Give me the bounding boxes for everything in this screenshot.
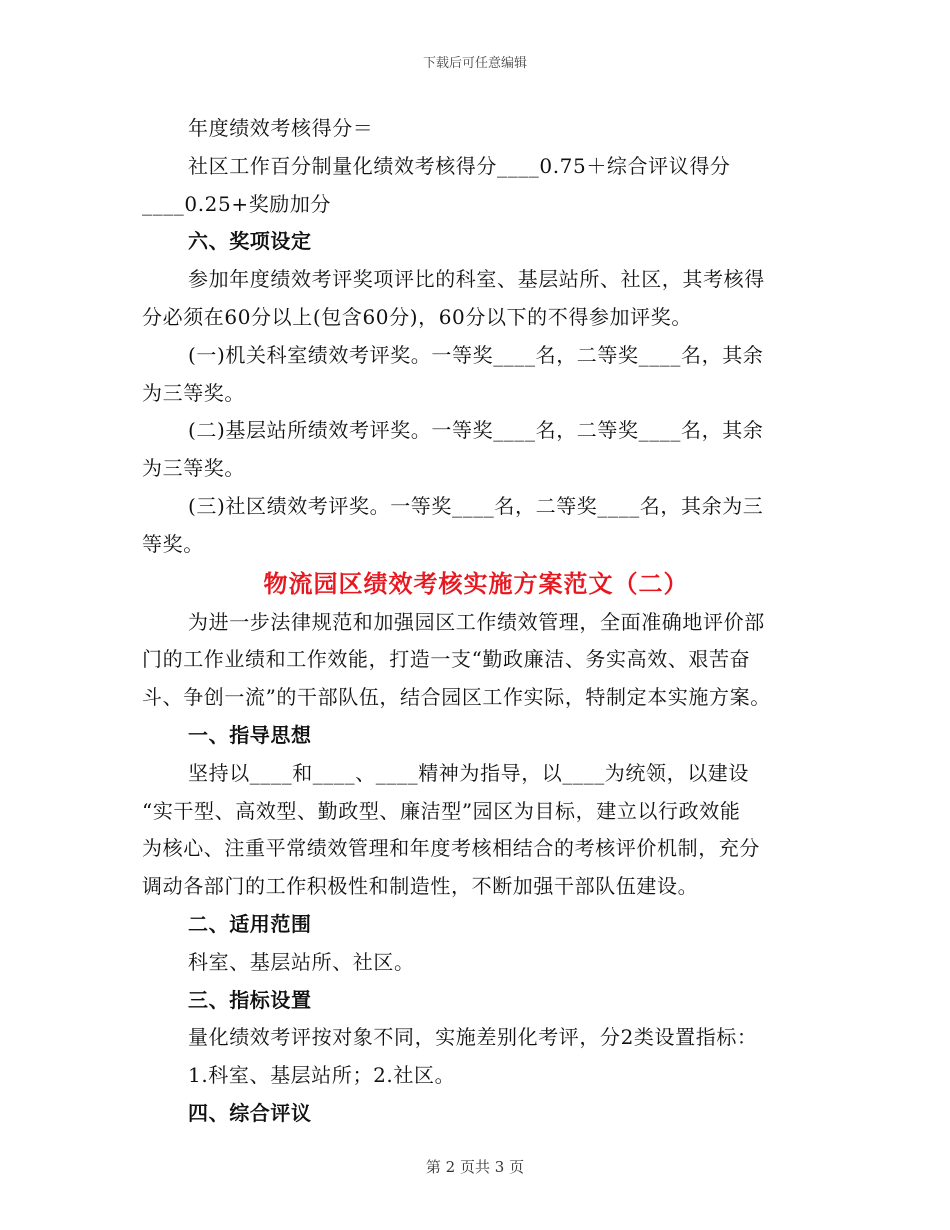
paragraph-line: (三)社区绩效考评奖。一等奖____名，二等奖____名，其余为三 [188, 493, 764, 518]
paragraph-line: 调动各部门的工作积极性和制造性，不断加强干部队伍建设。 [142, 874, 699, 899]
section-heading: 二、适用范围 [188, 911, 312, 936]
paragraph-line: (二)基层站所绩效考评奖。一等奖____名，二等奖____名，其余 [188, 418, 764, 443]
paragraph-line: 斗、争创一流”的干部队伍，结合园区工作实际，特制定本实施方案。 [142, 685, 771, 710]
paragraph-line: 1.科室、基层站所；2.社区。 [188, 1063, 456, 1088]
paragraph-line: 社区工作百分制量化绩效考核得分____0.75＋综合评议得分 [188, 153, 731, 178]
paragraph-line: 科室、基层站所、社区。 [188, 949, 415, 974]
paragraph-line: 为三等奖。 [142, 456, 245, 481]
paragraph-line: 参加年度绩效考评奖项评比的科室、基层站所、社区，其考核得 [188, 267, 765, 292]
paragraph-line: 分必须在60分以上(包含60分)，60分以下的不得参加评奖。 [142, 304, 692, 329]
paragraph-line: 量化绩效考评按对象不同，实施差别化考评，分2类设置指标： [188, 1025, 758, 1050]
page-header: 下载后可任意编辑 [422, 56, 527, 71]
paragraph-line: 为进一步法律规范和加强园区工作绩效管理，全面准确地评价部 [188, 609, 765, 634]
section-heading: 四、综合评议 [188, 1100, 312, 1125]
document-title: 物流园区绩效考核实施方案范文（二） [263, 568, 689, 598]
paragraph-line: 为核心、注重平常绩效管理和年度考核相结合的考核评价机制，充分 [142, 836, 760, 861]
paragraph-line: “实干型、高效型、勤政型、廉洁型”园区为目标，建立以行政效能 [142, 798, 741, 823]
section-heading: 六、奖项设定 [188, 229, 312, 254]
paragraph-line: 坚持以____和____、____精神为指导，以____为统领，以建设 [188, 760, 749, 785]
paragraph-line: ____0.25+奖励加分 [142, 191, 332, 216]
paragraph-line: 门的工作业绩和工作效能，打造一支“勤政廉洁、务实高效、艰苦奋 [142, 647, 751, 672]
paragraph-line: (一)机关科室绩效考评奖。一等奖____名，二等奖____名，其余 [188, 342, 764, 367]
section-heading: 三、指标设置 [188, 987, 312, 1012]
paragraph-line: 为三等奖。 [142, 380, 245, 405]
page-footer: 第 2 页共 3 页 [425, 1158, 525, 1176]
section-heading: 一、指导思想 [188, 722, 312, 747]
document-body [142, 110, 810, 1133]
paragraph-line: 等奖。 [142, 531, 204, 556]
paragraph-line: 年度绩效考核得分＝ [188, 116, 374, 140]
